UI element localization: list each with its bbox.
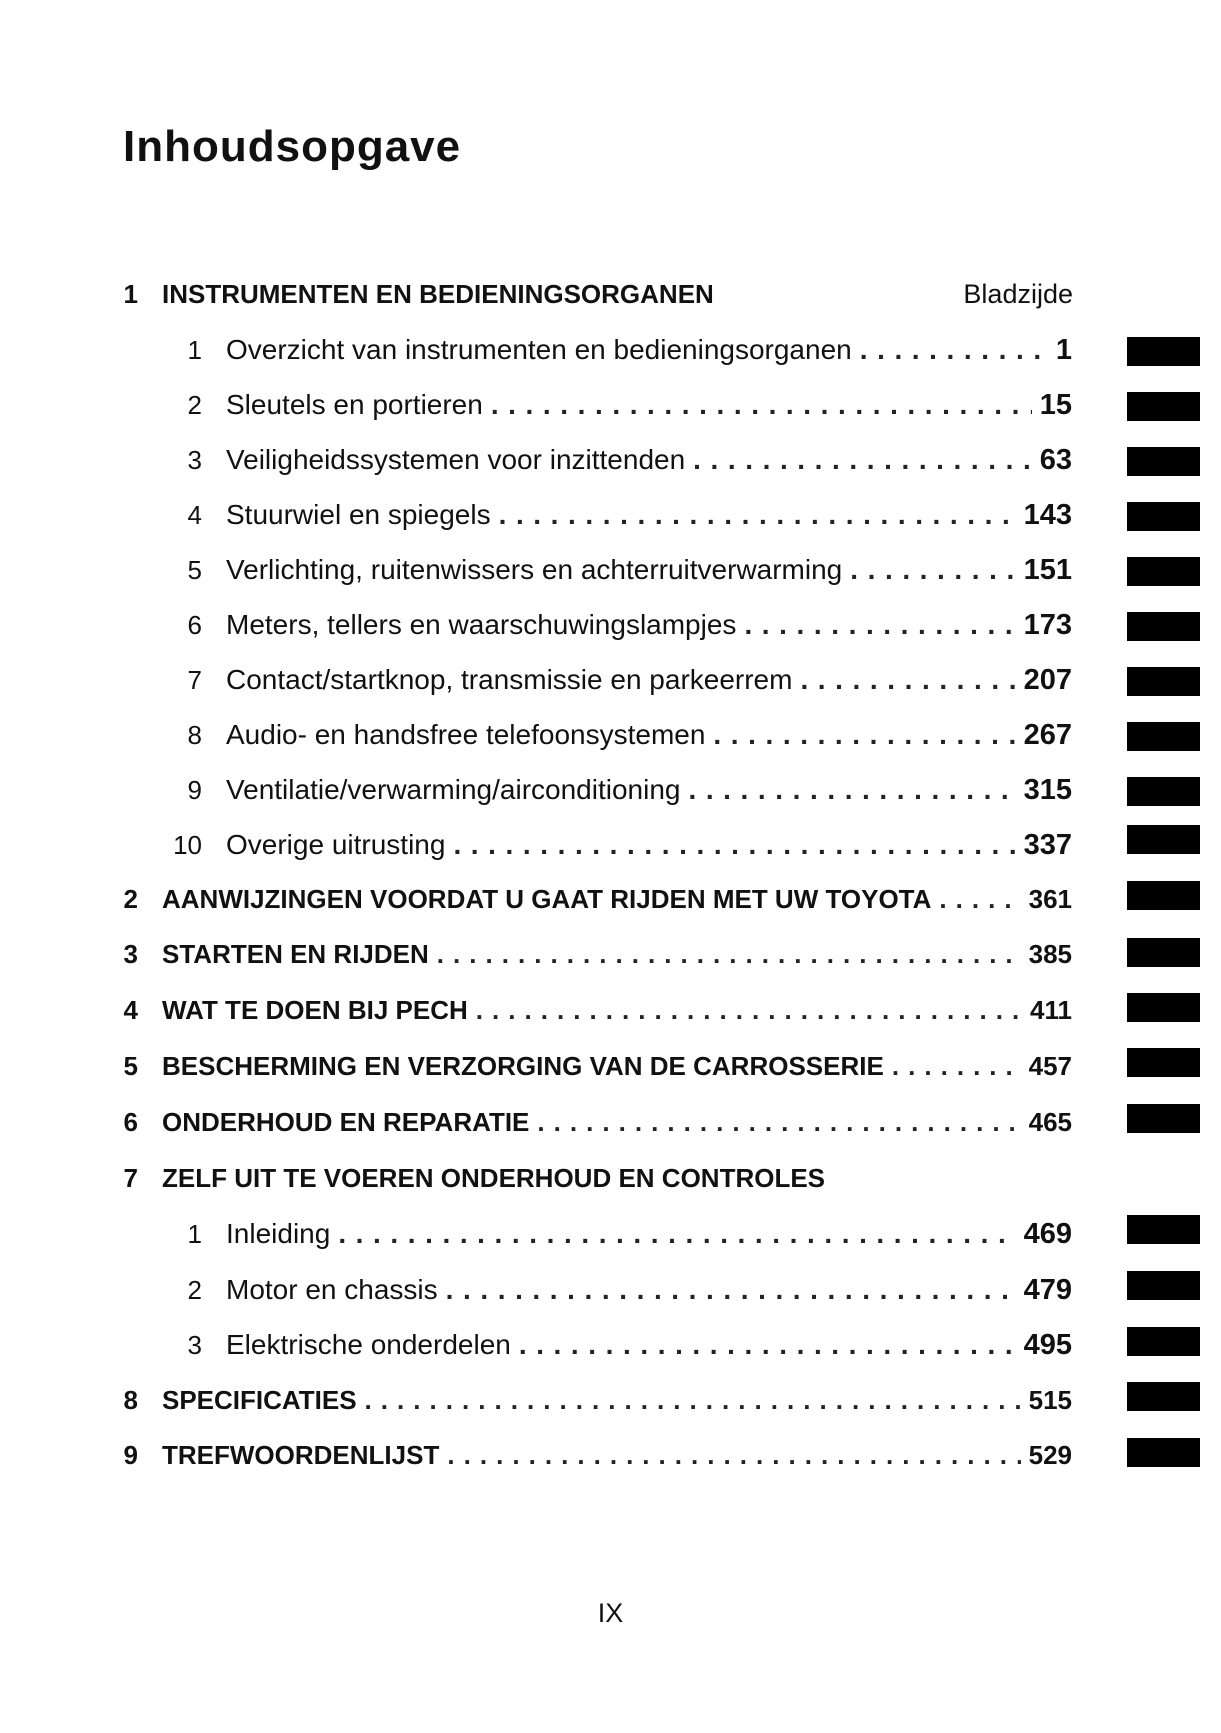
- page-number: 1: [1055, 334, 1072, 366]
- toc-chapter-8[interactable]: [0, 1380, 1221, 1420]
- thumb-index-tab: [1127, 1104, 1200, 1133]
- dot-leader: [446, 1270, 1016, 1310]
- page-number: 465: [1028, 1107, 1072, 1137]
- section-entry: [226, 605, 1072, 645]
- page-number: 337: [1023, 829, 1072, 861]
- section-number: 3: [187, 445, 202, 475]
- thumb-index-tab: [1127, 993, 1200, 1022]
- dot-leader: [860, 330, 1048, 370]
- section-entry: [226, 1270, 1072, 1310]
- thumb-index-tab: [1127, 1327, 1200, 1356]
- chapter-number: 3: [123, 939, 138, 969]
- section-entry: [226, 770, 1072, 810]
- chapter-title: WAT TE DOEN BIJ PECH: [162, 995, 468, 1025]
- toc-section-1-3[interactable]: [0, 440, 1221, 480]
- thumb-index-tab: [1127, 881, 1200, 910]
- thumb-index-tab: [1127, 1438, 1200, 1467]
- page-number: 207: [1023, 664, 1072, 696]
- section-entry: [226, 660, 1072, 700]
- dot-leader: [447, 1435, 1020, 1475]
- page-number: 515: [1028, 1385, 1072, 1415]
- section-entry: [226, 495, 1072, 535]
- toc-chapter-6[interactable]: [0, 1102, 1221, 1142]
- page-column-label: Bladzijde: [963, 279, 1073, 309]
- chapter-entry: [162, 1380, 1072, 1420]
- section-title: Inleiding: [226, 1218, 331, 1249]
- toc-section-1-7[interactable]: [0, 660, 1221, 700]
- page-number: 495: [1023, 1329, 1072, 1361]
- section-number: 3: [187, 1330, 202, 1360]
- section-entry: [226, 330, 1072, 370]
- page-number: 315: [1023, 774, 1072, 806]
- chapter-entry: [162, 990, 1072, 1030]
- toc-chapter-4[interactable]: [0, 990, 1221, 1030]
- chapter-title: BESCHERMING EN VERZORGING VAN DE CARROSSERIE: [162, 1051, 884, 1081]
- page-number: 457: [1028, 1051, 1072, 1081]
- thumb-index-tab: [1127, 722, 1200, 751]
- dot-leader: [713, 715, 1015, 755]
- toc-chapter-1[interactable]: [0, 274, 1221, 314]
- dot-leader: [693, 440, 1032, 480]
- chapter-entry: [162, 1046, 1072, 1086]
- page-number: 151: [1023, 554, 1072, 586]
- toc-section-7-3[interactable]: [0, 1325, 1221, 1365]
- section-number: 10: [173, 830, 202, 860]
- dot-leader: [453, 825, 1015, 865]
- dot-leader: [491, 385, 1032, 425]
- chapter-entry: [162, 934, 1072, 974]
- dot-leader: [850, 550, 1015, 590]
- page-number: 63: [1039, 444, 1072, 476]
- dot-leader: [437, 934, 1021, 974]
- thumb-index-tab: [1127, 825, 1200, 854]
- section-title: Ventilatie/verwarming/airconditioning: [226, 774, 681, 805]
- section-title: Audio- en handsfree telefoonsystemen: [226, 719, 706, 750]
- thumb-index-tab: [1127, 392, 1200, 421]
- chapter-number: 5: [123, 1051, 138, 1081]
- section-entry: [226, 385, 1072, 425]
- chapter-entry: [162, 1158, 1072, 1198]
- dot-leader: [939, 879, 1020, 919]
- section-entry: [226, 550, 1072, 590]
- chapter-entry: [162, 1102, 1072, 1142]
- section-entry: [226, 715, 1072, 755]
- section-entry: [226, 440, 1072, 480]
- thumb-index-tab: [1127, 1382, 1200, 1411]
- section-number: 8: [187, 720, 202, 750]
- section-number: 9: [187, 775, 202, 805]
- section-title: Sleutels en portieren: [226, 389, 483, 420]
- chapter-number: 7: [123, 1163, 138, 1193]
- section-entry: [226, 1214, 1072, 1254]
- thumb-index-tab: [1127, 667, 1200, 696]
- dot-leader: [800, 660, 1015, 700]
- page-number: 267: [1023, 719, 1072, 751]
- thumb-index-tab: [1127, 557, 1200, 586]
- thumb-index-tab: [1127, 777, 1200, 806]
- section-title: Overzicht van instrumenten en bedieningsorganen: [226, 334, 852, 365]
- dot-leader: [892, 1046, 1021, 1086]
- chapter-number: 8: [123, 1385, 138, 1415]
- chapter-number: 1: [123, 279, 138, 309]
- dot-leader: [338, 1214, 1015, 1254]
- section-title: Veiligheidssystemen voor inzittenden: [226, 444, 686, 475]
- dot-leader: [537, 1102, 1020, 1142]
- toc-section-1-9[interactable]: [0, 770, 1221, 810]
- dot-leader: [519, 1325, 1016, 1365]
- chapter-entry: [162, 879, 1072, 919]
- page-number: 411: [1030, 995, 1072, 1025]
- chapter-title: TREFWOORDENLIJST: [162, 1440, 440, 1470]
- section-number: 7: [187, 665, 202, 695]
- thumb-index-tab: [1127, 1271, 1200, 1300]
- page-number: 529: [1028, 1440, 1072, 1470]
- chapter-title: ONDERHOUD EN REPARATIE: [162, 1107, 530, 1137]
- section-number: 2: [187, 390, 202, 420]
- section-number: 6: [187, 610, 202, 640]
- chapter-entry: [162, 1435, 1072, 1475]
- toc-section-1-5[interactable]: [0, 550, 1221, 590]
- toc-section-1-8[interactable]: [0, 715, 1221, 755]
- toc-section-1-6[interactable]: [0, 605, 1221, 645]
- thumb-index-tab: [1127, 1048, 1200, 1077]
- page-number: 15: [1039, 389, 1072, 421]
- section-number: 2: [187, 1275, 202, 1305]
- footer-page-number: IX: [597, 1598, 624, 1628]
- page-number: 143: [1023, 499, 1072, 531]
- thumb-index-tab: [1127, 1215, 1200, 1244]
- chapter-title: INSTRUMENTEN EN BEDIENINGSORGANEN: [162, 279, 714, 309]
- thumb-index-tab: [1127, 502, 1200, 531]
- section-title: Elektrische onderdelen: [226, 1329, 511, 1360]
- chapter-title: ZELF UIT TE VOEREN ONDERHOUD EN CONTROLES: [162, 1163, 826, 1193]
- chapter-title: SPECIFICATIES: [162, 1385, 357, 1415]
- chapter-number: 6: [123, 1107, 138, 1137]
- dot-leader: [744, 605, 1015, 645]
- thumb-index-tab: [1127, 612, 1200, 641]
- toc-chapter-2[interactable]: [0, 879, 1221, 919]
- toc-section-1-2[interactable]: [0, 385, 1221, 425]
- page-number: 469: [1023, 1218, 1072, 1250]
- section-title: Motor en chassis: [226, 1274, 438, 1305]
- page-number: 361: [1028, 884, 1072, 914]
- section-title: Overige uitrusting: [226, 829, 446, 860]
- chapter-number: 2: [123, 884, 138, 914]
- toc-section-1-4[interactable]: [0, 495, 1221, 535]
- toc-section-1-1[interactable]: [0, 330, 1221, 370]
- chapter-title-cell: [162, 274, 714, 314]
- toc-section-1-10[interactable]: [0, 825, 1221, 865]
- thumb-index-tab: [1127, 447, 1200, 476]
- toc-chapter-5[interactable]: [0, 1046, 1221, 1086]
- dot-leader: [476, 990, 1022, 1030]
- dot-leader: [499, 495, 1016, 535]
- dot-leader: [365, 1380, 1021, 1420]
- section-number: 5: [187, 555, 202, 585]
- toc-chapter-7[interactable]: [0, 1158, 1221, 1198]
- section-number: 4: [187, 500, 202, 530]
- thumb-index-tab: [1127, 337, 1200, 366]
- thumb-index-tab: [1127, 938, 1200, 967]
- page-number: 173: [1023, 609, 1072, 641]
- section-entry: [226, 1325, 1072, 1365]
- section-title: Verlichting, ruitenwissers en achterruitverwarming: [226, 554, 843, 585]
- section-entry: [226, 825, 1072, 865]
- chapter-number: 9: [123, 1440, 138, 1470]
- section-number: 1: [187, 1219, 202, 1249]
- toc-section-7-1[interactable]: [0, 1214, 1221, 1254]
- section-title: Contact/startknop, transmissie en parkeerrem: [226, 664, 793, 695]
- toc-chapter-3[interactable]: [0, 934, 1221, 974]
- toc-chapter-9[interactable]: [0, 1435, 1221, 1475]
- page-title: Inhoudsopgave: [123, 122, 462, 171]
- chapter-title: AANWIJZINGEN VOORDAT U GAAT RIJDEN MET UW TOYOTA: [162, 884, 932, 914]
- chapter-title: STARTEN EN RIJDEN: [162, 939, 429, 969]
- page-number: 479: [1023, 1274, 1072, 1306]
- chapter-number: 4: [123, 995, 138, 1025]
- dot-leader: [688, 770, 1015, 810]
- page-number: 385: [1028, 939, 1072, 969]
- toc-section-7-2[interactable]: [0, 1270, 1221, 1310]
- section-number: 1: [187, 335, 202, 365]
- section-title: Stuurwiel en spiegels: [226, 499, 491, 530]
- section-title: Meters, tellers en waarschuwingslampjes: [226, 609, 737, 640]
